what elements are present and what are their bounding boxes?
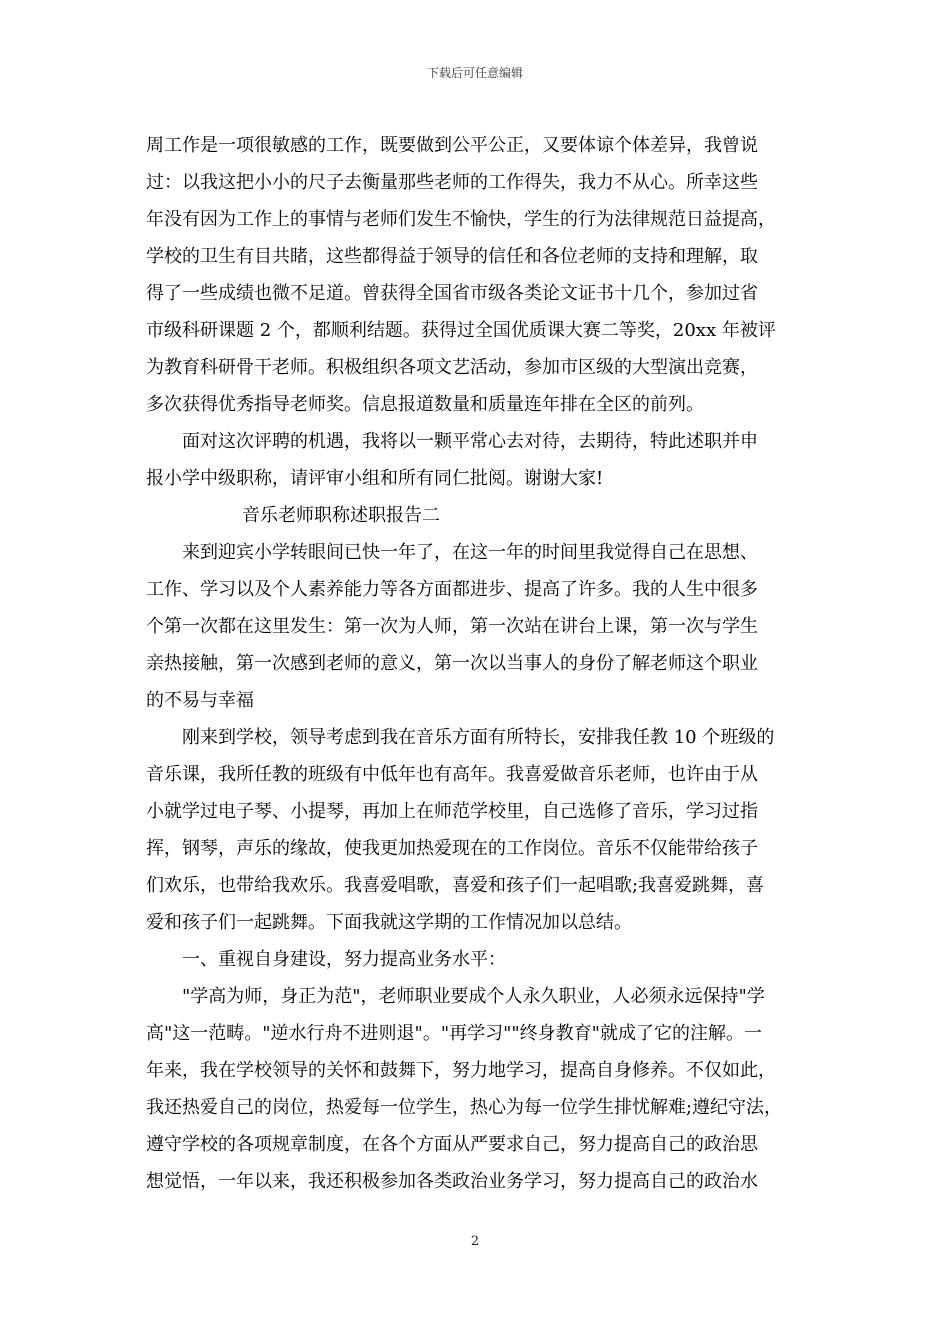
body-line: 年来，我在学校领导的关怀和鼓舞下，努力地学习，提高自身修养。不仅如此， — [146, 1060, 776, 1081]
body-line: 音乐课，我所任教的班级有中低年也有高年。我喜爱做音乐老师，也许由于从 — [146, 764, 758, 785]
body-line: 年没有因为工作上的事情与老师们发生不愉快，学生的行为法律规范日益提高， — [146, 209, 776, 230]
body-line: 学校的卫生有目共睹，这些都得益于领导的信任和各位老师的支持和理解，取 — [146, 246, 758, 267]
body-line: 得了一些成绩也微不足道。曾获得全国省市级各类论文证书十几个，参加过省 — [146, 283, 758, 304]
page-header: 下载后可任意编辑 — [426, 66, 523, 80]
body-line: 工作、学习以及个人素养能力等各方面都进步、提高了许多。我的人生中很多 — [146, 579, 758, 600]
body-line: 小就学过电子琴、小提琴，再加上在师范学校里，自己选修了音乐，学习过指 — [146, 801, 758, 822]
body-line: 的不易与幸福 — [146, 690, 254, 711]
paragraph-start-line: "学高为师，身正为范"，老师职业要成个人永久职业，人必须永远保持"学 — [182, 986, 765, 1007]
body-line: 多次获得优秀指导老师奖。信息报道数量和质量连年排在全区的前列。 — [146, 394, 704, 415]
body-line: 想觉悟，一年以来，我还积极参加各类政治业务学习，努力提高自己的政治水 — [146, 1171, 758, 1192]
document-body — [146, 127, 806, 1200]
paragraph-start-line: 刚来到学校，领导考虑到我在音乐方面有所特长，安排我任教 10 个班级的 — [182, 727, 775, 748]
body-line: 挥，钢琴，声乐的缘故，使我更加热爱现在的工作岗位。音乐不仅能带给孩子 — [146, 838, 758, 859]
body-line: 报小学中级职称，请评审小组和所有同仁批阅。谢谢大家! — [146, 468, 604, 489]
body-line: 我还热爱自己的岗位，热爱每一位学生，热心为每一位学生排忧解难;遵纪守法， — [146, 1097, 783, 1118]
subsection-heading: 一、重视自身建设，努力提高业务水平： — [182, 949, 506, 970]
body-line: 个第一次都在这里发生：第一次为人师，第一次站在讲台上课，第一次与学生 — [146, 616, 758, 637]
body-line: 们欢乐，也带给我欢乐。我喜爱唱歌，喜爱和孩子们一起唱歌;我喜爱跳舞，喜 — [146, 875, 765, 896]
body-line: 为教育科研骨干老师。积极组织各项文艺活动，参加市区级的大型演出竞赛， — [146, 357, 758, 378]
body-line: 亲热接触，第一次感到老师的意义，第一次以当事人的身份了解老师这个职业 — [146, 653, 758, 674]
body-line: 市级科研课题 2 个，都顺利结题。获得过全国优质课大赛二等奖，20xx 年被评 — [146, 320, 776, 341]
section-title: 音乐老师职称述职报告二 — [242, 505, 440, 526]
body-line: 爱和孩子们一起跳舞。下面我就这学期的工作情况加以总结。 — [146, 912, 632, 933]
page-number: 2 — [470, 1234, 480, 1249]
body-line: 周工作是一项很敏感的工作，既要做到公平公正，又要体谅个体差异，我曾说 — [146, 135, 758, 156]
paragraph-start-line: 面对这次评聘的机遇，我将以一颗平常心去对待，去期待，特此述职并申 — [182, 431, 758, 452]
paragraph-start-line: 来到迎宾小学转眼间已快一年了，在这一年的时间里我觉得自己在思想、 — [182, 542, 758, 563]
body-line: 高"这一范畴。"逆水行舟不进则退"。"再学习""终身教育"就成了它的注解。一 — [146, 1023, 762, 1044]
body-line: 遵守学校的各项规章制度，在各个方面从严要求自己，努力提高自己的政治思 — [146, 1134, 758, 1155]
body-line: 过：以我这把小小的尺子去衡量那些老师的工作得失，我力不从心。所幸这些 — [146, 172, 758, 193]
